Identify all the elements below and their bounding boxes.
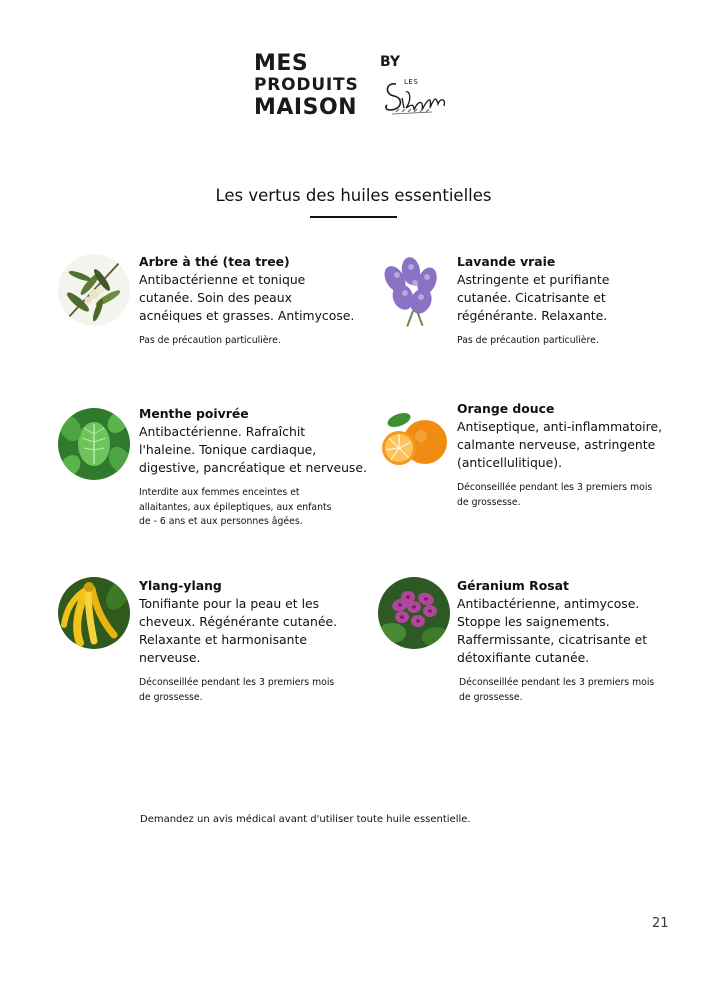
note-line: Pas de précaution particulière. [457,335,599,346]
oil-description [457,271,609,325]
mint-leaves-icon [58,408,130,480]
oil-card-geranium [457,577,654,705]
desc-line: Astringente et purifiante [457,272,610,287]
desc-line: Antiseptique, anti-inflammatoire, [457,419,663,434]
oil-name: Ylang-ylang [139,578,222,593]
desc-line: Antibactérienne. Rafraîchit [139,424,306,439]
oil-precaution [457,481,662,510]
desc-line: digestive, pancréatique et nerveuse. [139,460,367,475]
desc-line: Relaxante et harmonisante [139,632,307,647]
oil-name: Menthe poivrée [139,406,249,421]
oil-card-lavender [457,253,609,349]
desc-line: l'haleine. Tonique cardiaque, [139,442,317,457]
oil-precaution [459,676,654,705]
note-line: de grossesse. [139,691,203,703]
desc-line: Antibactérienne, antimycose. [457,596,640,611]
oil-precaution [139,486,367,530]
oil-description [139,595,337,667]
note-line: allaitantes, aux épileptiques, aux enfants [139,501,332,513]
logo-line-3: MAISON [254,95,358,120]
desc-line: Raffermissante, cicatrisante et [457,632,648,647]
note-line: Déconseillée pendant les 3 premiers mois [459,677,655,688]
logo-by: BY [380,54,401,70]
oil-card-ylang-ylang [139,577,337,705]
lavender-flowers-icon [377,255,449,327]
oil-name: Arbre à thé (tea tree) [139,254,290,269]
oil-precaution [457,334,609,349]
logo-wordmark [254,52,358,119]
brand-logo [254,51,419,120]
desc-line: nerveuse. [139,650,201,665]
note-line: Interdite aux femmes enceintes et [139,487,300,498]
page-number: 21 [652,916,669,931]
logo-line-1: MES [254,51,309,76]
desc-line: Tonifiante pour la peau et les [139,596,320,611]
oil-description [457,595,654,667]
desc-line: calmante nerveuse, astringente [457,437,656,452]
desc-line: cheveux. Régénérante cutanée. [139,614,338,629]
sibylles-signature-logo [382,76,454,122]
geranium-flower-icon [378,577,450,649]
note-line: de grossesse. [457,496,521,508]
desc-line: Antibactérienne et tonique [139,272,306,287]
note-line: de - 6 ans et aux personnes âgées. [139,516,303,527]
desc-line: détoxifiante cutanée. [457,650,590,665]
desc-line: acnéiques et grasses. Antimycose. [139,308,355,323]
logo-les: LES [404,78,419,86]
note-line: Déconseillée pendant les 3 premiers mois [139,677,335,688]
oil-precaution [139,334,354,349]
oil-name: Orange douce [457,401,555,416]
note-line: de grossesse. [459,691,523,703]
note-line: Pas de précaution particulière. [139,335,281,346]
page-title: Les vertus des huiles essentielles [215,186,492,205]
title-underline [310,216,397,218]
oil-card-orange [457,400,662,510]
oil-card-mint [139,405,367,530]
oil-name: Géranium Rosat [457,578,569,593]
oil-description [457,418,662,472]
medical-advice-note: Demandez un avis médical avant d'utiliser toute huile essentielle. [140,814,471,825]
oil-precaution [139,676,337,705]
desc-line: (anticellulitique). [457,455,563,470]
desc-line: régénérante. Relaxante. [457,308,608,323]
oil-description [139,271,354,325]
ylang-ylang-flower-icon [58,577,130,649]
oil-name: Lavande vraie [457,254,556,269]
logo-line-2: PRODUITS [254,75,359,95]
oil-card-tea-tree [139,253,354,349]
orange-fruit-icon [377,404,449,476]
desc-line: cutanée. Cicatrisante et [457,290,606,305]
desc-line: Stoppe les saignements. [457,614,610,629]
note-line: Déconseillée pendant les 3 premiers mois [457,482,653,493]
oil-description [139,423,367,477]
desc-line: cutanée. Soin des peaux [139,290,292,305]
tea-tree-leaves-icon [58,254,130,326]
